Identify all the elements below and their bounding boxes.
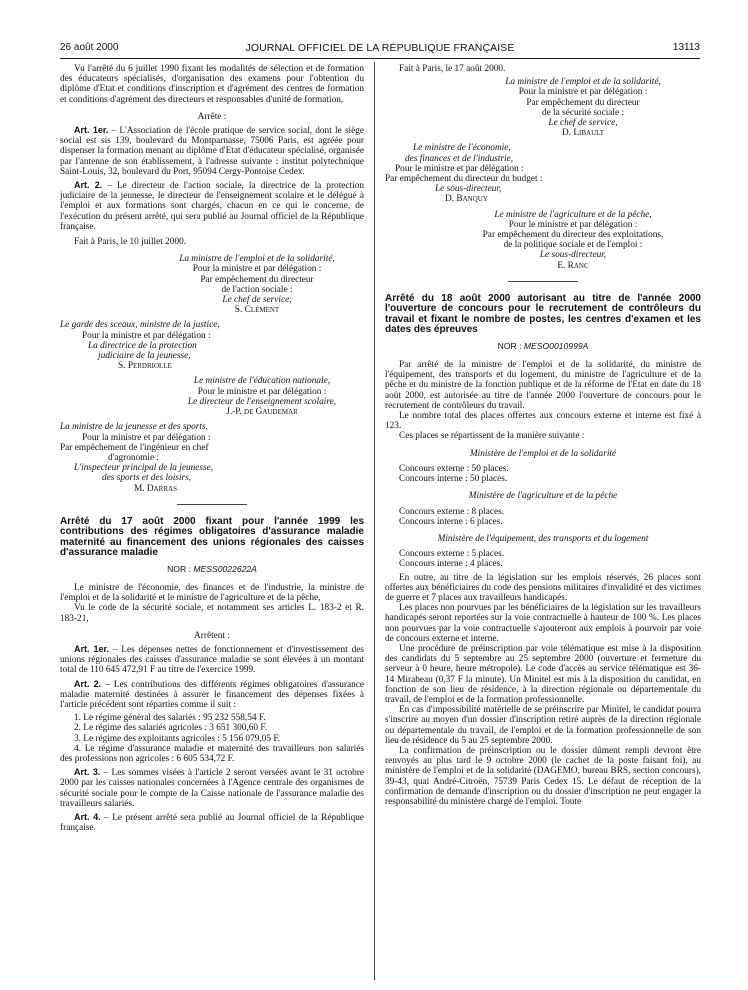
signature-block (60, 376, 364, 417)
signature-line: de la politique sociale et de l'emploi : (503, 240, 643, 251)
signature-line: Le ministre de l'agriculture et de la pêche, (494, 209, 652, 220)
signature-line: La ministre de l'emploi et de la solidarité, (179, 254, 335, 265)
signature-line: Le garde des sceaux, ministre de la justice, (60, 320, 220, 331)
ministry-heading: Ministère de l'équipement, des transports et du logement (437, 533, 649, 544)
signature-line: Pour le ministre et par délégation : (395, 163, 524, 174)
signature-line: Par empêchement de l'ingénieur en chef (60, 442, 209, 453)
article-text: – Le directeur de l'action sociale, la directrice de la protection judiciaire de la jeunesse, le directeur de l'enseignement scolaire et le délégué à l'emploi et aux formations sont chargés, chacun en ce qui le concerne, de l'exécution du présent arrêté, qui sera publié au Journal officiel de la République française. (60, 181, 365, 232)
signature-line: Pour la ministre et par délégation : (518, 87, 648, 98)
ministry-heading: Ministère de l'emploi et de la solidarité (469, 448, 617, 459)
signatory-name: M. Darras (134, 483, 177, 494)
article-label: Art. 2. (74, 678, 102, 689)
signature-line: La directrice de la protection (88, 340, 197, 351)
separator-rule (508, 281, 578, 282)
signatory-name: D. Libault (561, 128, 605, 139)
nor-reference (385, 341, 701, 351)
article-text: – Le présent arrêté sera publié au Journal officiel de la République française. (60, 812, 364, 834)
article-text: – Les dépenses nettes de fonctionnement et d'investissement des unions régionales des caisses d'assurance maladie se sont élevées à un montant total de 110 645 472,91 F au titre de l'exercice 1999. (60, 644, 364, 676)
decree-title: Arrêté du 17 août 2000 fixant pour l'année 1999 les contributions des régimes obligatoires d'assurance maladie maternité au financement des unions régionales des caisses d'assurance maladie (60, 515, 364, 559)
article-label: Art. 3. (74, 767, 101, 778)
signature-block (385, 143, 701, 204)
concours-line: Concours externe : 8 places. (399, 506, 505, 517)
decree-title: Arrêté du 18 août 2000 autorisant au titre de l'année 2000 l'ouverture de concours pour le recrutement de contrôleurs du travail et fixant le nombre de postes, les centres d'examen et les dates des épreuves (385, 292, 701, 336)
concours-line: Concours externe : 50 places. (399, 463, 509, 474)
article-1 (60, 125, 364, 177)
signature-block (60, 422, 364, 493)
concours-line: Concours interne : 6 places. (399, 516, 503, 527)
concours-line: Concours interne : 4 places. (399, 559, 503, 570)
preamble-paragraph: Vu le code de la sécurité sociale, et notamment ses articles L. 183-2 et R. 183-21, (60, 603, 364, 624)
intro-paragraph: Vu l'arrêté du 6 juillet 1990 fixant les modalités de sélection et de formation des éducateurs spécialisés, d'organisation des examens pour l'obtention du diplôme d'Etat et conditions d'inscription et d'agrément des centres de formation et conditions d'agrément des directeurs et responsables d'unité de formation, (60, 64, 364, 105)
signature-line: des finances et de l'industrie, (405, 153, 514, 164)
article-4 (60, 812, 364, 833)
signature-line: Pour le ministre et par délégation : (197, 386, 327, 397)
signatory-name: D. Banquy (445, 194, 488, 205)
signature-line: Par empêchement du directeur (526, 97, 640, 108)
body-paragraph: Les places non pourvues par les bénéficiaires de la législation sur les travailleurs handicapés seront reportées sur la voie contractuelle à hauteur de 100 %. Les places non pourvues par la voie contractuelle s'ajouteront aux emplois à pourvoir par voie de concours externe et interne. (385, 603, 701, 644)
fait-a-paris: Fait à Paris, le 17 août 2000. (399, 64, 506, 74)
signature-line: Le ministre de l'économie, (413, 143, 511, 154)
fait-a-paris: Fait à Paris, le 10 juillet 2000. (74, 237, 187, 248)
body-paragraph: Ces places se répartissent de la manière suivante : (399, 431, 585, 442)
preamble-paragraph: Le ministre de l'économie, des finances et de l'industrie, la ministre de l'emploi et de la solidarité et le ministre de l'agriculture et de la pêche, (60, 582, 364, 604)
article-2 (60, 180, 364, 232)
signature-line: L'inspecteur principal de la jeunesse, (74, 463, 214, 474)
article-label: Art. 2. (74, 180, 103, 191)
signature-line: Pour le ministre et par délégation : (508, 219, 638, 230)
signature-line: de l'action sociale : (221, 284, 293, 295)
article-label: Art. 1er. (74, 643, 110, 654)
signature-line: La ministre de l'emploi et de la solidarité, (505, 77, 661, 88)
signature-line: d'agronomie : (108, 452, 159, 463)
body-paragraph: En cas d'impossibilité matérielle de se préinscrire par Minitel, le candidat pourra s'inscrire au moyen d'un dossier d'inscription retiré auprès de la direction régionale ou départementale du travail, de l'emploi et de la formation professionnelle de son lieu de résidence du 5 au 25 septembre 2000. (385, 705, 701, 746)
signature-line: judiciaire de la jeunesse, (98, 351, 191, 362)
left-column (60, 64, 364, 833)
signature-line: Le chef de service, (222, 295, 292, 306)
arretent-heading: Arrêtent : (194, 630, 230, 641)
signatory-name: E. Ranc (557, 260, 589, 271)
signature-line: Par empêchement du directeur du budget : (385, 174, 543, 185)
signature-line: La ministre de la jeunesse et des sports, (60, 422, 208, 433)
signature-line: Par empêchement du directeur des exploitations, (482, 230, 664, 241)
signatory-name: J.-P. de Gaudemar (226, 407, 298, 418)
list-item: 2. Le régime des salariés agricoles : 3 651 300,60 F. (74, 723, 268, 734)
article-label: Art. 1er. (74, 125, 109, 136)
nor-label: NOR : (497, 340, 524, 351)
nor-reference (60, 564, 364, 574)
signature-block (60, 254, 364, 315)
article-3 (60, 767, 364, 809)
body-paragraph: En outre, au titre de la législation sur les emplois réservés, 26 places sont offertes aux bénéficiaires du code des pensions militaires d'invalidité et des victimes de guerre et 7 places aux travailleurs handicapés. (385, 572, 701, 603)
body-paragraph: Par arrêté de la ministre de l'emploi et de la solidarité, du ministre de l'équipement, des transports et du logement, du ministre de l'agriculture et de la pêche et du ministre de la fonction publique et de la réforme de l'Etat en date du 18 août 2000, est autorisée au titre de l'année 2000 l'ouverture de concours pour le recrutement de contrôleurs du travail. (385, 360, 701, 411)
signature-block (60, 320, 364, 371)
page-number: 13113 (672, 42, 700, 53)
list-item: 1. Le régime général des salariés : 95 232 558,54 F. (74, 713, 266, 724)
right-column (385, 64, 701, 807)
signature-line: de la sécurité sociale : (541, 107, 625, 118)
separator-rule (177, 504, 247, 505)
signature-line: Le chef de service, (548, 118, 618, 129)
signature-line: Le directeur de l'enseignement scolaire, (187, 396, 337, 407)
body-paragraph: La confirmation de préinscription ou le dossier dûment rempli devront être renvoyés au plus tard le 9 octobre 2000 (le cachet de la poste faisant foi), au ministère de l'emploi et de la solidarité (DAGEMO, bureau BRS, section concours), 39-43, quai André-Citroën, 75739 Paris Cedex 15. Le défaut de réception de la confirmation de demande d'inscription ou du dossier d'inscription ne peut engager la responsabilité du ministère chargé de l'emploi. Toute (385, 745, 701, 807)
signature-line: Pour la ministre et par délégation : (82, 330, 211, 341)
signature-line: Pour la ministre et par délégation : (192, 264, 322, 275)
signature-block (385, 210, 701, 271)
signature-line: Le ministre de l'éducation nationale, (193, 376, 331, 387)
article-1 (60, 644, 364, 676)
signatory-name: S. Clément (234, 305, 280, 316)
concours-line: Concours interne : 50 places. (399, 474, 508, 485)
article-2 (60, 679, 364, 711)
body-paragraph: Le nombre total des places offertes aux concours externe et interne est fixé à 123. (385, 411, 701, 432)
column-divider (374, 62, 375, 980)
page-header (60, 40, 700, 56)
article-text: – Les sommes visées à l'article 2 seront versées avant le 31 octobre 2000 par les caisses nationales concernées à l'Agence centrale des organismes de sécurité sociale pour le compte de la Caisse nationale de l'assurance maladie des travailleurs salariés. (60, 768, 364, 809)
arrete-heading: Arrête : (197, 111, 227, 122)
header-rule (60, 58, 700, 59)
nor-code: MESO0010999A (523, 340, 589, 351)
nor-label: NOR : (167, 563, 194, 574)
body-paragraph: Une procédure de préinscription par voie télématique est mise à la disposition des candidats du 5 septembre au 25 septembre 2000 (ouverture et fermeture du serveur à 0 heure, heure métropole). Le code d'accès au service télématique est 36-14 Mirabeau (0,37 F la minute). Un Minitel est mis à la disposition du candidat, en fonction de son lieu de résidence, à la direction régionale ou départementale du travail, de l'emploi et de la formation professionnelle. (385, 643, 701, 705)
article-text: – L'Association de l'école pratique de service social, dont le siège social est sis 139, boulevard du Montparnasse, 75006 Paris, est agréée pour dispenser la formation menant au diplôme d'Etat d'éducateur spécialisé, organisée par l'antenne de son établissement, à l'adresse suivante : institut polytechnique Saint-Louis, 32, boulevard du Port, 95094 Cergy-Pontoise Cedex. (60, 126, 364, 177)
ministry-heading: Ministère de l'agriculture et de la pêche (468, 491, 618, 502)
nor-code: MESS0022622A (193, 563, 257, 574)
article-label: Art. 4. (74, 811, 101, 822)
signature-block (385, 77, 701, 138)
journal-title: JOURNAL OFFICIEL DE LA RÉPUBLIQUE FRANÇAISE (245, 42, 515, 54)
concours-line: Concours externe : 5 places. (399, 549, 505, 560)
list-item: 3. Le régime des exploitants agricoles : 5 156 079,05 F. (74, 733, 281, 744)
article-text: – Les contributions des différents régimes obligatoires d'assurance maladie maternité destinées à assurer le financement des dépenses fixées à l'article précédent sont réparties comme il suit : (60, 679, 364, 710)
signature-line: Le sous-directeur, (539, 250, 607, 261)
signatory-name: S. Perdriolle (118, 361, 172, 372)
list-item: 4. Le régime d'assurance maladie et maternité des travailleurs non salariés des professions non agricoles : 6 605 534,72 F. (60, 743, 364, 764)
signature-line: Par empêchement du directeur (200, 274, 314, 285)
header-date: 26 août 2000 (60, 42, 119, 53)
signature-line: Le sous-directeur, (435, 184, 502, 195)
signature-line: Pour la ministre et par délégation : (82, 432, 211, 443)
signature-line: des sports et des loisirs, (102, 473, 192, 484)
